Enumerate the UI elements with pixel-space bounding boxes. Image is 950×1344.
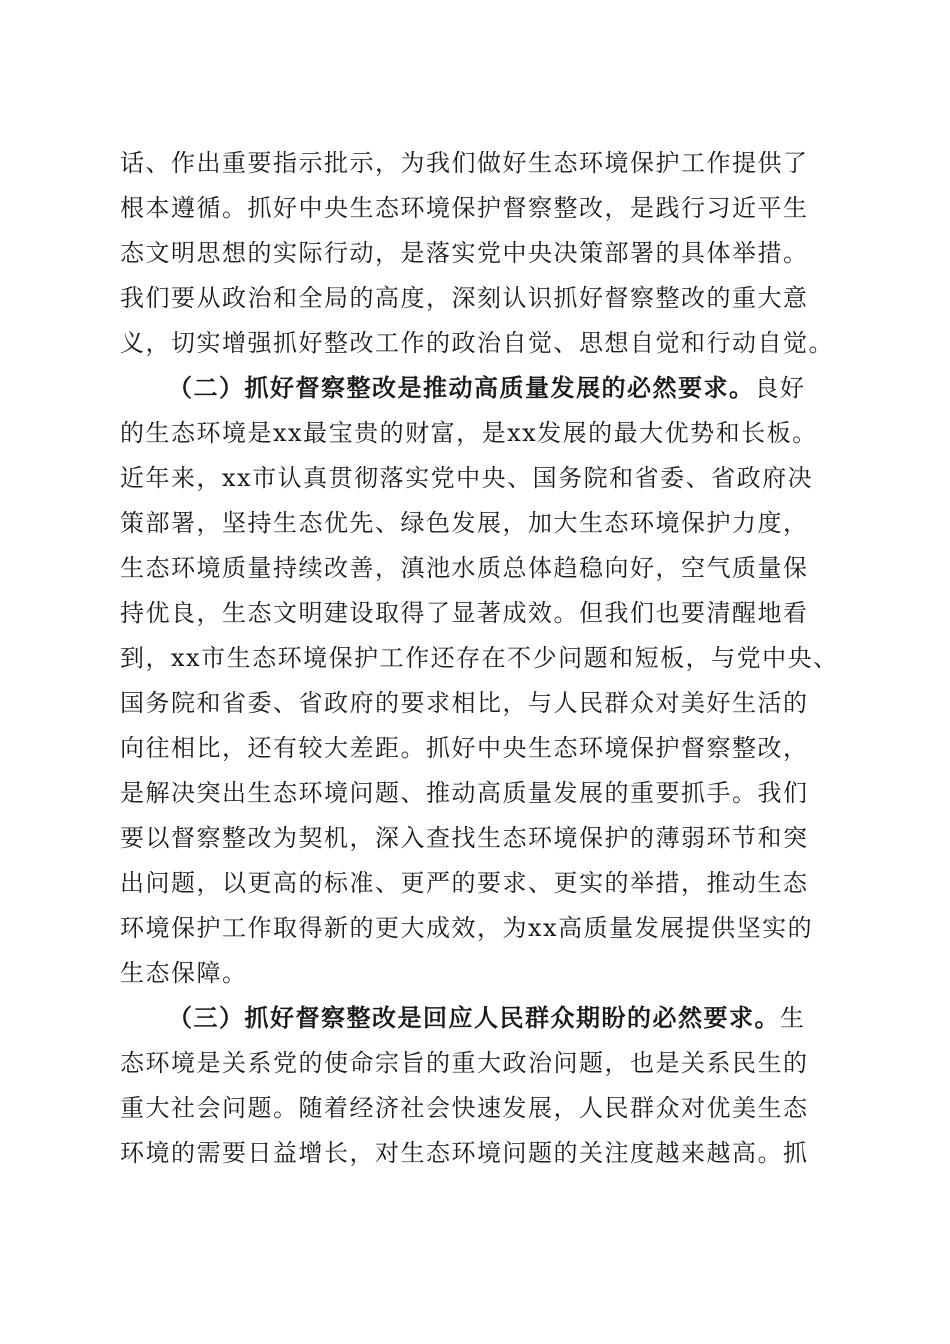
text-span: 良好 xyxy=(754,374,806,402)
text-line: 策部署，坚持生态优先、绿色发展，加大生态环境保护力度， xyxy=(120,509,809,537)
text-line: 向往相比，还有较大差距。抓好中央生态环境保护督察整改， xyxy=(120,734,809,762)
text-line: 生态环境质量持续改善，滇池水质总体趋稳向好，空气质量保 xyxy=(120,554,809,582)
text-line: 要以督察整改为契机，深入查找生态环境保护的薄弱环节和突 xyxy=(120,824,809,852)
text-line: 到，xx市生态环境保护工作还存在不少问题和短板，与党中央、 xyxy=(120,644,839,672)
text-line: 态环境是关系党的使命宗旨的重大政治问题，也是关系民生的 xyxy=(120,1049,809,1077)
text-line: 生态保障。 xyxy=(120,959,248,987)
text-line: 近年来，xx市认真贯彻落实党中央、国务院和省委、省政府决 xyxy=(120,464,814,492)
text-line: 根本遵循。抓好中央生态环境保护督察整改，是践行习近平生 xyxy=(120,194,809,222)
section-heading-line xyxy=(168,1003,840,1033)
text-line: 环境保护工作取得新的更大成效，为xx高质量发展提供坚实的 xyxy=(120,914,814,942)
text-line: 态文明思想的实际行动，是落实党中央决策部署的具体举措。 xyxy=(120,239,809,267)
section-heading-line xyxy=(168,373,840,403)
text-line: 国务院和省委、省政府的要求相比，与人民群众对美好生活的 xyxy=(120,689,809,717)
text-line: 重大社会问题。随着经济社会快速发展，人民群众对优美生态 xyxy=(120,1094,809,1122)
text-line: 话、作出重要指示批示，为我们做好生态环境保护工作提供了 xyxy=(120,149,809,177)
text-line: 是解决突出生态环境问题、推动高质量发展的重要抓手。我们 xyxy=(120,779,809,807)
text-line: 我们要从政治和全局的高度，深刻认识抓好督察整改的重大意 xyxy=(120,284,809,312)
text-line: 义，切实增强抓好整改工作的政治自觉、思想自觉和行动自觉。 xyxy=(120,329,834,357)
text-line: 出问题，以更高的标准、更严的要求、更实的举措，推动生态 xyxy=(120,869,809,897)
section-heading-2: （二）抓好督察整改是推动高质量发展的必然要求。 xyxy=(168,373,755,402)
text-line: 环境的需要日益增长，对生态环境问题的关注度越来越高。抓 xyxy=(120,1139,809,1167)
text-span: 生 xyxy=(780,1004,806,1032)
section-heading-3: （三）抓好督察整改是回应人民群众期盼的必然要求。 xyxy=(168,1003,780,1032)
text-line: 的生态环境是xx最宝贵的财富，是xx发展的最大优势和长板。 xyxy=(120,419,818,447)
text-line: 持优良，生态文明建设取得了显著成效。但我们也要清醒地看 xyxy=(120,599,809,627)
